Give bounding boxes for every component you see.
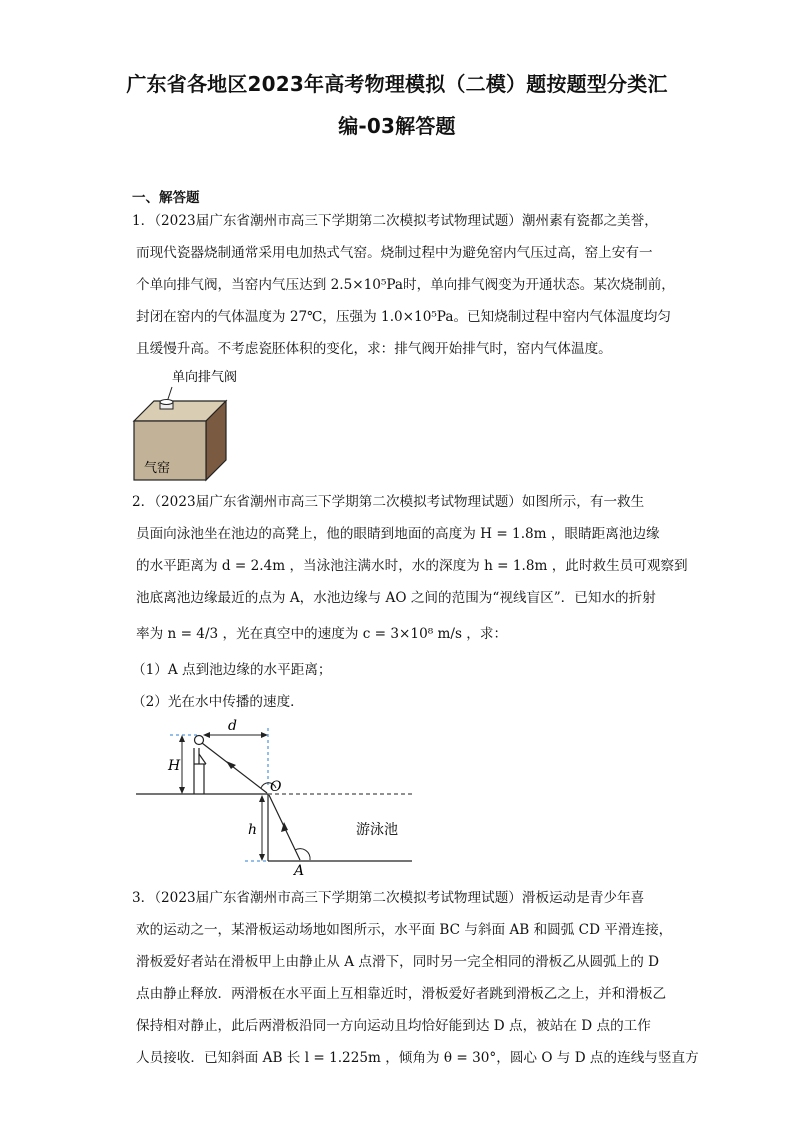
document-title-line-2: 编-03解答题 — [338, 114, 456, 138]
q2-sub-1: （1）A 点到池边缘的水平距离； — [132, 662, 332, 678]
label-h: h — [248, 822, 258, 838]
person-leg — [199, 754, 206, 764]
light-ray-air — [202, 743, 267, 793]
pool-label: 游泳池 — [356, 822, 398, 838]
label-A: A — [294, 863, 305, 878]
q3-line: 滑板爱好者站在滑板甲上由静止从 A 点滑下，同时另一完全相同的滑板乙从圆弧上的 D — [136, 954, 660, 970]
q1-line: 且缓慢升高。不考虑瓷胚体积的变化，求：排气阀开始排气时，窑内气体温度。 — [136, 341, 612, 357]
arrow-up-icon — [179, 735, 185, 742]
q3-line: 人员接收．已知斜面 AB 长 l = 1.225m ，倾角为 θ = 30°，圆心 O 与 D 点的连线与竖直方 — [136, 1050, 699, 1066]
arrow-down-icon — [179, 787, 185, 794]
label-d: d — [228, 718, 237, 734]
section-heading: 一、解答题 — [132, 190, 200, 206]
pool-figure — [130, 718, 420, 878]
kiln-label: 气窑 — [144, 461, 171, 476]
q1-line: 而现代瓷器烧制通常采用电加热式气窑。烧制过程中为避免窑内气压过高，窑上安有一 — [136, 245, 653, 261]
q2-line: 池底离池边缘最近的点为 A，水池边缘与 AO 之间的范围为“视线盲区”．已知水的折射 — [136, 590, 656, 606]
q3-line: 点由静止释放．两滑板在水平面上互相靠近时，滑板爱好者跳到滑板乙之上，并和滑板乙 — [136, 986, 667, 1002]
q3-line: 保持相对静止，此后两滑板沿同一方向运动且均恰好能到达 D 点，被站在 D 点的工作 — [136, 1018, 651, 1034]
arrow-left-icon — [203, 732, 210, 738]
valve-label: 单向排气阀 — [172, 370, 238, 385]
kiln-figure — [128, 364, 258, 484]
q2-line: 率为 n = 4/3 ，光在真空中的速度为 c = 3×10⁸ m/s ，求： — [136, 626, 508, 642]
q2-sub-2: （2）光在水中传播的速度． — [132, 694, 304, 710]
arrow-right-icon — [261, 732, 268, 738]
arrow-up-icon — [259, 795, 265, 802]
label-H: H — [168, 758, 181, 774]
q3-line: 欢的运动之一，某滑板运动场地如图所示，水平面 BC 与斜面 AB 和圆弧 CD 平滑连接， — [136, 922, 673, 938]
arrow-down-icon — [259, 854, 265, 861]
document-title-line-1: 广东省各地区2023年高考物理模拟（二模）题按题型分类汇 — [126, 72, 668, 96]
q3-line: 3．（2023届广东省潮州市高三下学期第二次模拟考试物理试题）滑板运动是青少年喜 — [132, 890, 645, 906]
q2-line: 员面向泳池坐在池边的高凳上，他的眼睛到地面的高度为 H = 1.8m ，眼睛距离池边缘 — [136, 526, 660, 542]
q2-line: 2．（2023届广东省潮州市高三下学期第二次模拟考试物理试题）如图所示，有一救生 — [132, 494, 645, 510]
valve-cap — [160, 400, 173, 405]
label-O: O — [270, 779, 282, 795]
q1-line: 封闭在窑内的气体温度为 27℃，压强为 1.0×10⁵Pa。已知烧制过程中窑内气体温度均匀 — [136, 309, 671, 325]
q1-line: 1．（2023届广东省潮州市高三下学期第二次模拟考试物理试题）潮州素有瓷都之美誉， — [132, 213, 658, 229]
q1-line: 个单向排气阀，当窑内气压达到 2.5×10⁵Pa时，单向排气阀变为开通状态。某次烧制前， — [136, 277, 675, 293]
q2-line: 的水平距离为 d = 2.4m ，当泳池注满水时，水的深度为 h = 1.8m ，此时救生员可观察到 — [136, 558, 688, 574]
